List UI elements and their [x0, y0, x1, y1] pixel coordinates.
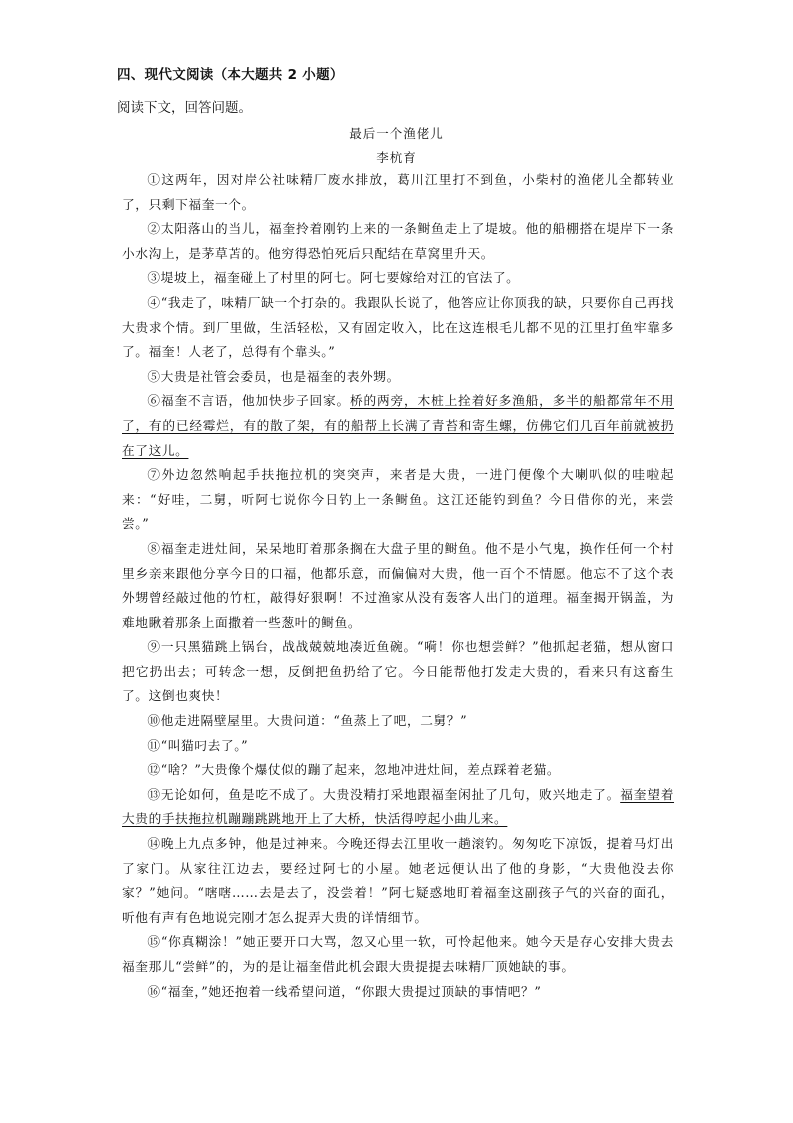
paragraph-8: ⑧福奎走进灶间，呆呆地盯着那条搁在大盘子里的鲥鱼。他不是小气鬼，换作任何一个村里乡亲来跟他分享今日的口福，他都乐意，而偏偏对大贵，他一百个不情愿。他忘不了这个表外甥曾经敲过他的竹杠，敲得好狠啊！不过渔家从没有轰客人出门的道理。福奎揭开锅盖，为难地瞅着那条上面撒着一些葱叶的鲥鱼。: [122, 540, 674, 630]
paragraph-3: ③堤坡上，福奎碰上了村里的阿七。阿七要嫁给对江的官法了。: [147, 270, 520, 286]
paragraph-7: ⑦外边忽然响起手扶拖拉机的突突声，来者是大贵，一进门便像个大喇叭似的哇啦起来：“好哇，二舅，听阿七说你今日钓上一条鲥鱼。这江还能钓到鱼？今日借你的光，来尝尝。”: [122, 467, 674, 532]
article-body: [122, 168, 674, 1004]
underlined-passage-13: 福奎望着大贵的手扶拖拉机蹦蹦跳跳地开上了大桥，快活得哼起小曲儿来。: [122, 786, 675, 827]
paragraph-16: ⑯“福奎，”她还抱着一线希望问道，“你跟大贵提过顶缺的事情吧？”: [147, 983, 542, 999]
paragraph-13: [122, 783, 674, 832]
paragraph-12: ⑫“啥？”大贵像个爆仗似的蹦了起来，忽地冲进灶间，差点踩着老猫。: [147, 762, 561, 778]
underlined-passage-6: 桥的两旁，木桩上拴着好多渔船，多半的船都常年不用了，有的已经霉烂，有的散了架，有的船帮上长满了青苔和寄生螺，仿佛它们几百年前就被扔在了这儿。: [122, 393, 674, 458]
paragraph-15: ⑮“你真糊涂！”她正要开口大骂，忽又心里一软，可怜起他来。她今天是存心安排大贵去福奎那儿“尝鲜”的，为的是让福奎借此机会跟大贵提提去味精厂顶她缺的事。: [122, 934, 674, 974]
article-title: 最后一个渔佬儿: [349, 126, 444, 141]
paragraph-6-lead: ⑥福奎不言语，他加快步子回家。: [147, 393, 351, 409]
paragraph-14: ⑭晚上九点多钟，他是过神来。今晚还得去江里收一趟滚钓。匆匆吃下凉饭，提着马灯出了家门。从家往江边去，要经过阿七的小屋。她老远便认出了他的身影，“大贵他没去你家？”她问。“嗐嗐……去是去了，没尝着！”阿七疑惑地盯着福奎这副孩子气的兴奋的面孔，听他有声有色地说完刚才怎么捉弄大贵的详情细节。: [122, 836, 674, 925]
paragraph-2: ②太阳落山的当儿，福奎拎着刚钓上来的一条鲥鱼走上了堤坡。他的船棚搭在堤岸下一条小水沟上，是茅草苫的。他穷得恐怕死后只配结在草窝里升天。: [122, 221, 674, 261]
paragraph-10: ⑩他走进隔壁屋里。大贵问道：“鱼蒸上了吧，二舅？”: [147, 713, 468, 729]
paragraph-9: ⑨一只黑猫跳上锅台，战战兢兢地凑近鱼碗。“嗬！你也想尝鲜？”他抓起老猫，想从窗口把它扔出去；可转念一想，反倒把鱼扔给了它。今日能帮他打发走大贵的，看来只有这畜生了。这倒也爽快！: [122, 639, 674, 704]
paragraph-6: [122, 389, 674, 463]
reading-instruction: 阅读下文，回答问题。: [117, 100, 252, 116]
paragraph-11: ⑪“叫猫叼去了。”: [147, 737, 249, 753]
section-heading: 四、现代文阅读（本大题共 2 小题）: [117, 67, 344, 83]
paragraph-4: ④“我走了，味精厂缺一个打杂的。我跟队长说了，他答应让你顶我的缺，只要你自己再找大贵求个情。到厂里做，生活轻松，又有固定收入，比在这连根毛儿都不见的江里打鱼牢靠多了。福奎！人老了，总得有个靠头。”: [122, 294, 674, 360]
paragraph-13-lead: ⑬无论如何，鱼是吃不成了。大贵没精打采地跟福奎闲扯了几句，败兴地走了。: [147, 786, 621, 802]
article-author: 李杭育: [376, 150, 417, 165]
paragraph-1: ①这两年，因对岸公社味精厂废水排放，葛川江里打不到鱼，小柴村的渔佬儿全都转业了，只剩下福奎一个。: [122, 172, 674, 212]
paragraph-5: ⑤大贵是社管会委员，也是福奎的表外甥。: [147, 368, 400, 384]
